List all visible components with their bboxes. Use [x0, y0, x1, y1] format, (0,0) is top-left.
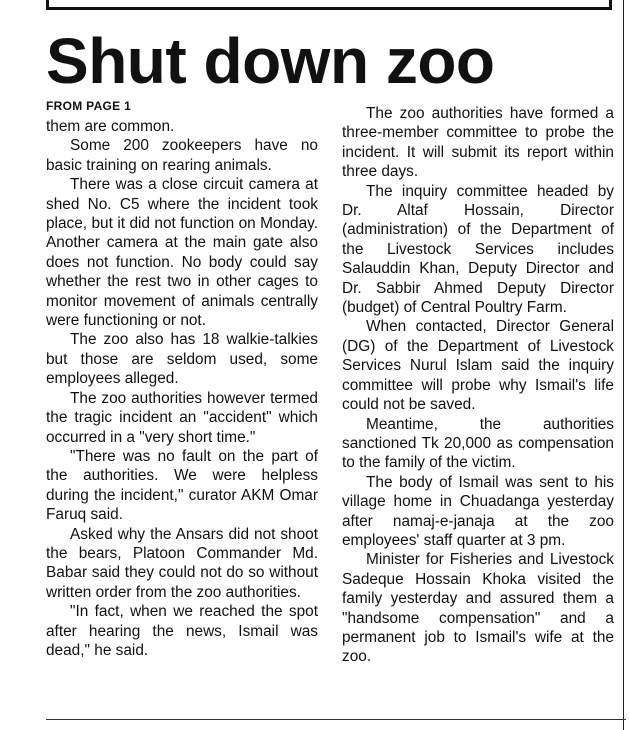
top-border-box: [46, 0, 612, 10]
jump-line: FROM PAGE 1: [46, 99, 132, 113]
paragraph: Asked why the Ansars did not shoot the bears, Platoon Commander Md. Babar said they could not do so without written order from the zoo authorities.: [46, 525, 318, 601]
paragraph: The zoo authorities however termed the tragic incident an "accident" which occurred in a "very short time.": [46, 389, 318, 446]
paragraph: There was a close circuit camera at shed No. C5 where the incident took place, but it did not function on Monday. Another camera at the main gate also does not function. No body could say whether the rest two in other cages to monitor movement of animals centrally were functioning or not.: [46, 176, 318, 330]
paragraph: "There was no fault on the part of the authorities. We were helpless during the incident," curator AKM Omar Faruq said.: [46, 447, 318, 524]
paragraph: Some 200 zookeepers have no basic training on rearing animals.: [46, 137, 318, 174]
article-headline: Shut down zoo: [46, 25, 495, 97]
page-edge-rule: [623, 0, 624, 730]
left-column: [46, 117, 318, 660]
paragraph: The inquiry committee headed by Dr. Altaf Hossain, Director (administration) of the Department of the Livestock Services includes Salauddin Khan, Deputy Director and Dr. Sabbir Ahmed Deputy Director (budget) of Central Poultry Farm.: [342, 182, 614, 317]
paragraph: them are common.: [46, 118, 175, 135]
bottom-rule: [46, 719, 626, 720]
paragraph: The body of Ismail was sent to his village home in Chuadanga yesterday after namaj-e-janaja at the zoo employees' staff quarter at 3 pm.: [342, 473, 614, 549]
paragraph: Minister for Fisheries and Livestock Sadeque Hossain Khoka visited the family yesterday and assured them a "handsome compensation" and a permanent job to Ismail's wife at the zoo.: [342, 551, 614, 666]
paragraph: The zoo also has 18 walkie-talkies but those are seldom used, some employees alleged.: [46, 331, 318, 388]
right-column: [342, 104, 614, 667]
paragraph: Meantime, the authorities sanctioned Tk 20,000 as compensation to the family of the victim.: [342, 415, 614, 472]
paragraph: The zoo authorities have formed a three-member committee to probe the incident. It will submit its report within three days.: [342, 105, 614, 181]
paragraph: When contacted, Director General (DG) of the Department of Livestock Services Nurul Islam said the inquiry committee will probe why Ismail's life could not be saved.: [342, 318, 614, 414]
paragraph: "In fact, when we reached the spot after hearing the news, Ismail was dead," he said.: [46, 603, 318, 659]
